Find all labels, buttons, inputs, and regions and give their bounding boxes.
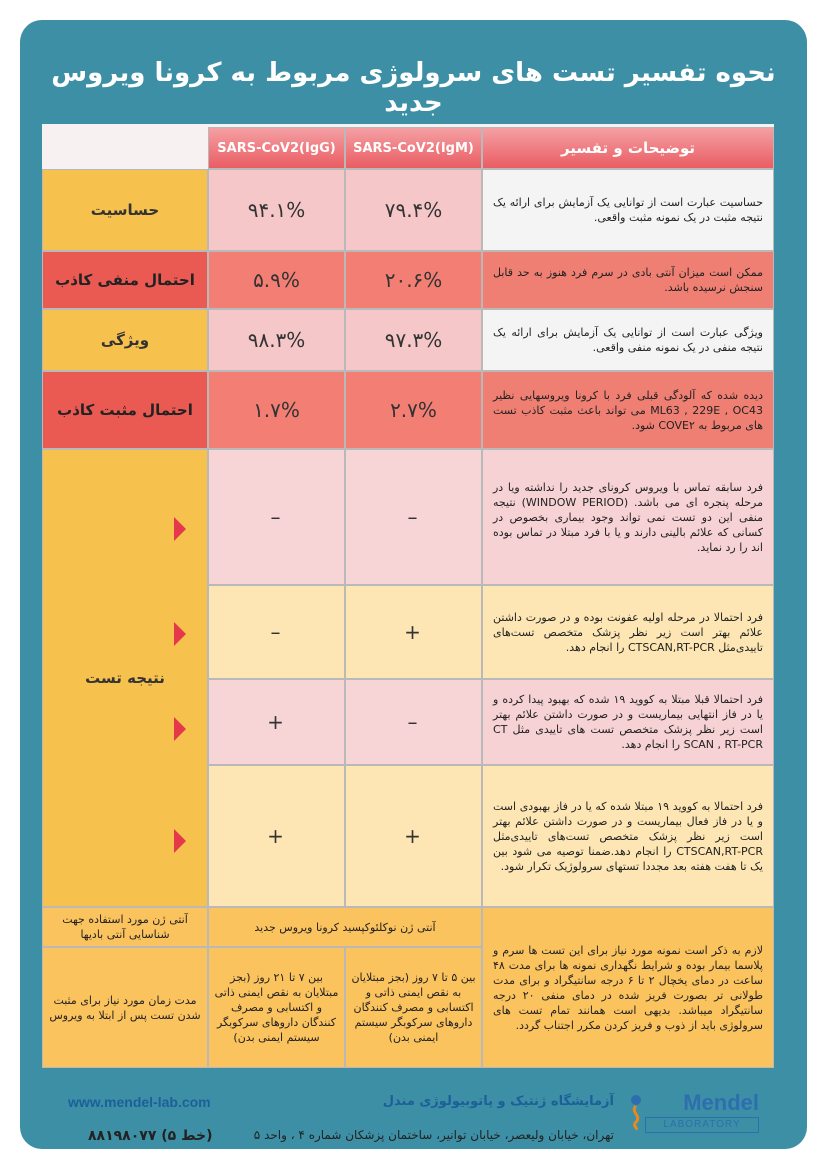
page-title: نحوه تفسیر تست های سرولوژی مربوط به کرونا ویروس جدید bbox=[51, 58, 776, 118]
igm-false-positive: ۲.۷% bbox=[345, 371, 482, 449]
igm-result-4: + bbox=[345, 765, 482, 907]
header-description: توضیحات و تفسیر bbox=[482, 127, 774, 169]
logo-name: Mendel bbox=[683, 1090, 759, 1115]
desc-false-positive: دیده شده که آلودگی قبلی فرد با کرونا ویروسهایی نظیر ML63 , 229E , OC43 می تواند باعث مثبت کاذب تست های مربوط به COVE۲ شود. bbox=[482, 371, 774, 449]
time-to-positive-igm: بین ۵ تا ۷ روز (بجز مبتلایان به نقص ایمنی ذاتی و اکتسابی و مصرف کنندگان داروهای سرکوبگر سیستم ایمنی بدن) bbox=[345, 947, 482, 1068]
time-to-positive-igg: بین ۷ تا ۲۱ روز (بجز مبتلایان به نقص ایمنی ذاتی و اکتسابی و مصرف کنندگان داروهای سرکوبگر سیستم ایمنی بدن) bbox=[208, 947, 345, 1068]
header-igg: SARS-CoV2(IgG) bbox=[208, 127, 345, 169]
address: تهران، خیابان ولیعصر، خیابان توانیر، ساختمان پزشکان شماره ۴ ، واحد ۵ bbox=[253, 1128, 614, 1142]
row-label-false-negative: احتمال منفی کاذب bbox=[42, 251, 208, 309]
igg-specificity: ۹۸.۳% bbox=[208, 309, 345, 371]
sample-note: لازم به ذکر است نمونه مورد نیاز برای این تست ها سرم و پلاسما بیمار بوده و شرایط نگهداری نمونه ها برای مدت ۴۸ ساعت در دمای یخچال ۲ تا ۶ درجه سانتیگراد و برای مدت طولانی تر بصورت فریز شده در دمای منفی ۲۰ درجه سانتیگراد میباشد. بدیهی است همانند تمام تست های سرولوژی باید از ذوب و فریز کردن مکرر اجتناب گردد. bbox=[482, 907, 774, 1068]
desc-sensitivity: حساسیت عبارت است از توانایی یک آزمایش برای ارائه یک نتیجه مثبت در یک نمونه مثبت واقعی. bbox=[482, 169, 774, 251]
lab-name: آزمایشگاه ژنتیک و پاتوبیولوژی مندل bbox=[382, 1094, 614, 1109]
row-label-specificity: ویژگی bbox=[42, 309, 208, 371]
igm-specificity: ۹۷.۳% bbox=[345, 309, 482, 371]
desc-result-4: فرد احتمالا به کووید ۱۹ مبتلا شده که یا در فاز بهبودی است و یا در فاز فعال بیماریست و در صورت داشتن علائم بهتر است زیر نظر پزشک متخصص تست‌های تاییدی‌مثل CTSCAN,RT-PCR را انجام دهد.ضمنا توصیه می شود بین یک تا هفت هفته بعد مجددا تستهای سرولوژیک تکرار شود. bbox=[482, 765, 774, 907]
igm-sensitivity: ۷۹.۴% bbox=[345, 169, 482, 251]
interpretation-table bbox=[42, 124, 774, 1068]
igg-result-4: + bbox=[208, 765, 345, 907]
igg-false-positive: ۱.۷% bbox=[208, 371, 345, 449]
arrow-icon bbox=[174, 717, 186, 741]
row-label-sensitivity: حساسیت bbox=[42, 169, 208, 251]
igm-result-2: + bbox=[345, 585, 482, 679]
igm-false-negative: ۲۰.۶% bbox=[345, 251, 482, 309]
header-igm: SARS-CoV2(IgM) bbox=[345, 127, 482, 169]
website-link[interactable]: www.mendel-lab.com bbox=[68, 1094, 211, 1110]
arrow-icon bbox=[174, 622, 186, 646]
desc-result-1: فرد سابقه تماس با ویروس کرونای جدید را نداشته ویا در مرحله پنجره ای می باشد. (WINDOW PERIOD) نتیجه منفی این دو تست نمی تواند وجود بیماری بخصوص در کسانی که علائم بالینی دارند و یا با فرد مبتلا در تماس بوده اند را رد نماید. bbox=[482, 449, 774, 585]
igg-result-3: + bbox=[208, 679, 345, 765]
desc-result-2: فرد احتمالا در مرحله اولیه عفونت بوده و در صورت داشتن علائم بهتر است زیر نظر پزشک متخصص تست‌های تاییدی‌مثل CTSCAN,RT-PCR را انجام دهد. bbox=[482, 585, 774, 679]
desc-result-3: فرد احتمالا قبلا مبتلا به کووید ۱۹ شده که بهبود پیدا کرده و یا در فاز انتهایی بیماریست و در صورت داشتن علائم بهتر است زیر نظر پزشک متخصص تست های تاییدی مثل CT SCAN , RT-PCR را انجام دهد. bbox=[482, 679, 774, 765]
antigen-used-label: آنتی ژن مورد استفاده جهت شناسایی آنتی بادیها bbox=[42, 907, 208, 947]
row-label-test-result: نتیجه تست bbox=[42, 449, 208, 907]
arrow-icon bbox=[174, 517, 186, 541]
desc-false-negative: ممکن است میزان آنتی بادی در سرم فرد هنوز به حد قابل سنجش نرسیده باشد. bbox=[482, 251, 774, 309]
logo-icon bbox=[629, 1094, 643, 1130]
time-to-positive-label: مدت زمان مورد نیاز برای مثبت شدن تست پس از ابتلا به ویروس bbox=[42, 947, 208, 1068]
igm-result-3: – bbox=[345, 679, 482, 765]
desc-specificity: ویژگی عبارت است از توانایی یک آزمایش برای ارائه یک نتیجه منفی در یک نمونه منفی واقعی. bbox=[482, 309, 774, 371]
igg-false-negative: ۵.۹% bbox=[208, 251, 345, 309]
igg-sensitivity: ۹۴.۱% bbox=[208, 169, 345, 251]
igg-result-1: – bbox=[208, 449, 345, 585]
igm-result-1: – bbox=[345, 449, 482, 585]
phone-number[interactable]: ۸۸۱۹۸۰۷۷ (۵ خط) bbox=[88, 1128, 213, 1144]
logo-subtitle: LABORATORY bbox=[645, 1117, 759, 1133]
antigen-used-value: آنتی ژن نوکلئوکپسید کرونا ویروس جدید bbox=[208, 907, 482, 947]
row-label-false-positive: احتمال مثبت کاذب bbox=[42, 371, 208, 449]
igg-result-2: – bbox=[208, 585, 345, 679]
arrow-icon bbox=[174, 829, 186, 853]
